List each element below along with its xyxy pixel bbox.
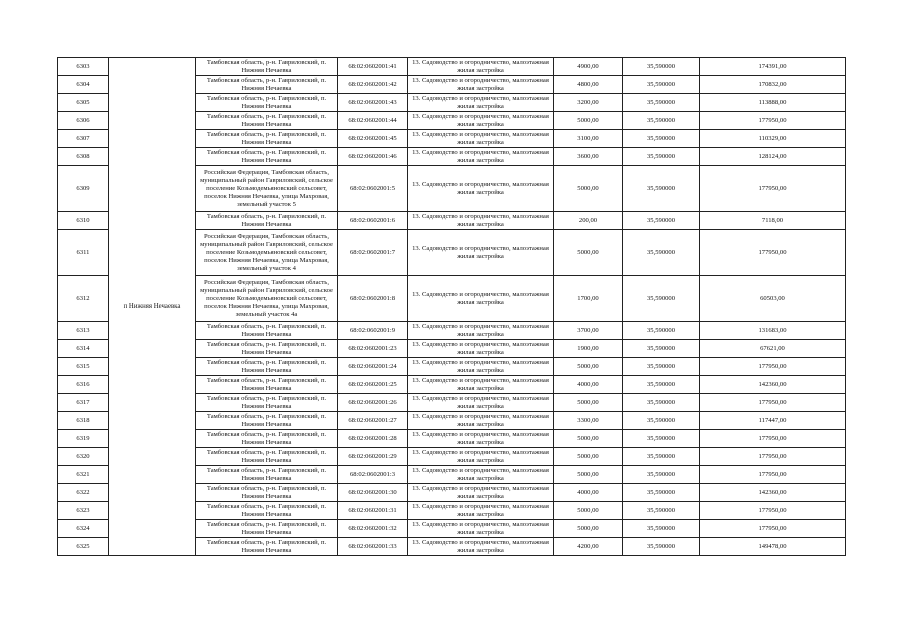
area-cell: 5000,00 xyxy=(554,466,623,484)
rate-cell: 35,590000 xyxy=(623,538,700,556)
address-cell: Тамбовская область, р-н. Гавриловский, п. Нижняя Нечаевка xyxy=(196,212,338,230)
rate-cell: 35,590000 xyxy=(623,394,700,412)
address-cell: Тамбовская область, р-н. Гавриловский, п. Нижняя Нечаевка xyxy=(196,340,338,358)
row-number-cell: 6321 xyxy=(58,466,109,484)
area-cell: 4200,00 xyxy=(554,538,623,556)
address-cell: Тамбовская область, р-н. Гавриловский, п. Нижняя Нечаевка xyxy=(196,466,338,484)
area-cell: 5000,00 xyxy=(554,448,623,466)
table-row xyxy=(58,58,846,76)
area-cell: 4800,00 xyxy=(554,76,623,94)
land-use-cell: 13. Садоводство и огородничество, малоэтажная жилая застройка xyxy=(408,358,554,376)
land-use-cell: 13. Садоводство и огородничество, малоэтажная жилая застройка xyxy=(408,376,554,394)
rate-cell: 35,590000 xyxy=(623,358,700,376)
rate-cell: 35,590000 xyxy=(623,212,700,230)
rate-cell: 35,590000 xyxy=(623,322,700,340)
address-cell: Тамбовская область, р-н. Гавриловский, п. Нижняя Нечаевка xyxy=(196,130,338,148)
cadastral-value-cell: 142360,00 xyxy=(700,484,846,502)
cadastral-value-cell: 149478,00 xyxy=(700,538,846,556)
cadastral-number-cell: 68:02:0602001:6 xyxy=(338,212,408,230)
cadastral-value-cell: 67621,00 xyxy=(700,340,846,358)
address-cell: Тамбовская область, р-н. Гавриловский, п. Нижняя Нечаевка xyxy=(196,394,338,412)
land-use-cell: 13. Садоводство и огородничество, малоэтажная жилая застройка xyxy=(408,448,554,466)
land-use-cell: 13. Садоводство и огородничество, малоэтажная жилая застройка xyxy=(408,322,554,340)
area-cell: 4900,00 xyxy=(554,58,623,76)
area-cell: 5000,00 xyxy=(554,394,623,412)
row-number-cell: 6305 xyxy=(58,94,109,112)
land-use-cell: 13. Садоводство и огородничество, малоэтажная жилая застройка xyxy=(408,212,554,230)
cadastral-value-cell: 177950,00 xyxy=(700,448,846,466)
land-use-cell: 13. Садоводство и огородничество, малоэтажная жилая застройка xyxy=(408,484,554,502)
rate-cell: 35,590000 xyxy=(623,466,700,484)
address-cell: Тамбовская область, р-н. Гавриловский, п. Нижняя Нечаевка xyxy=(196,376,338,394)
row-number-cell: 6322 xyxy=(58,484,109,502)
cadastral-number-cell: 68:02:0602001:30 xyxy=(338,484,408,502)
cadastral-number-cell: 68:02:0602001:44 xyxy=(338,112,408,130)
address-cell: Тамбовская область, р-н. Гавриловский, п. Нижняя Нечаевка xyxy=(196,448,338,466)
cadastral-number-cell: 68:02:0602001:41 xyxy=(338,58,408,76)
row-number-cell: 6317 xyxy=(58,394,109,412)
address-cell: Тамбовская область, р-н. Гавриловский, п. Нижняя Нечаевка xyxy=(196,502,338,520)
land-use-cell: 13. Садоводство и огородничество, малоэтажная жилая застройка xyxy=(408,520,554,538)
land-use-cell: 13. Садоводство и огородничество, малоэтажная жилая застройка xyxy=(408,94,554,112)
rate-cell: 35,590000 xyxy=(623,520,700,538)
cadastral-number-cell: 68:02:0602001:8 xyxy=(338,276,408,322)
cadastral-value-cell: 142360,00 xyxy=(700,376,846,394)
area-cell: 3100,00 xyxy=(554,130,623,148)
cadastral-value-cell: 60503,00 xyxy=(700,276,846,322)
address-cell: Тамбовская область, р-н. Гавриловский, п. Нижняя Нечаевка xyxy=(196,484,338,502)
address-cell: Тамбовская область, р-н. Гавриловский, п. Нижняя Нечаевка xyxy=(196,322,338,340)
area-cell: 5000,00 xyxy=(554,502,623,520)
area-cell: 5000,00 xyxy=(554,520,623,538)
land-use-cell: 13. Садоводство и огородничество, малоэтажная жилая застройка xyxy=(408,412,554,430)
address-cell: Тамбовская область, р-н. Гавриловский, п. Нижняя Нечаевка xyxy=(196,538,338,556)
row-number-cell: 6310 xyxy=(58,212,109,230)
rate-cell: 35,590000 xyxy=(623,112,700,130)
address-cell: Тамбовская область, р-н. Гавриловский, п. Нижняя Нечаевка xyxy=(196,358,338,376)
rate-cell: 35,590000 xyxy=(623,166,700,212)
cadastral-value-cell: 128124,00 xyxy=(700,148,846,166)
cadastral-number-cell: 68:02:0602001:23 xyxy=(338,340,408,358)
row-number-cell: 6315 xyxy=(58,358,109,376)
land-use-cell: 13. Садоводство и огородничество, малоэтажная жилая застройка xyxy=(408,340,554,358)
land-use-cell: 13. Садоводство и огородничество, малоэтажная жилая застройка xyxy=(408,130,554,148)
area-cell: 200,00 xyxy=(554,212,623,230)
land-use-cell: 13. Садоводство и огородничество, малоэтажная жилая застройка xyxy=(408,466,554,484)
row-number-cell: 6313 xyxy=(58,322,109,340)
address-cell: Тамбовская область, р-н. Гавриловский, п. Нижняя Нечаевка xyxy=(196,430,338,448)
land-use-cell: 13. Садоводство и огородничество, малоэтажная жилая застройка xyxy=(408,394,554,412)
rate-cell: 35,590000 xyxy=(623,448,700,466)
cadastral-number-cell: 68:02:0602001:25 xyxy=(338,376,408,394)
land-use-cell: 13. Садоводство и огородничество, малоэтажная жилая застройка xyxy=(408,166,554,212)
land-use-cell: 13. Садоводство и огородничество, малоэтажная жилая застройка xyxy=(408,76,554,94)
area-cell: 4000,00 xyxy=(554,376,623,394)
row-number-cell: 6311 xyxy=(58,230,109,276)
cadastral-value-cell: 177950,00 xyxy=(700,430,846,448)
row-number-cell: 6320 xyxy=(58,448,109,466)
row-number-cell: 6306 xyxy=(58,112,109,130)
cadastral-value-cell: 177950,00 xyxy=(700,358,846,376)
area-cell: 5000,00 xyxy=(554,112,623,130)
address-cell: Тамбовская область, р-н. Гавриловский, п. Нижняя Нечаевка xyxy=(196,112,338,130)
address-cell: Российская Федерация, Тамбовская область, муниципальный район Гавриловский, сельское поселение Козьмодемьяновский сельсовет, поселок Нижняя Нечаевка, улица Махровая, земельный участок 4а xyxy=(196,276,338,322)
cadastral-number-cell: 68:02:0602001:45 xyxy=(338,130,408,148)
land-plots-table xyxy=(57,57,846,556)
cadastral-value-cell: 177950,00 xyxy=(700,466,846,484)
rate-cell: 35,590000 xyxy=(623,230,700,276)
cadastral-number-cell: 68:02:0602001:28 xyxy=(338,430,408,448)
cadastral-number-cell: 68:02:0602001:31 xyxy=(338,502,408,520)
cadastral-value-cell: 113888,00 xyxy=(700,94,846,112)
row-number-cell: 6314 xyxy=(58,340,109,358)
rate-cell: 35,590000 xyxy=(623,76,700,94)
cadastral-value-cell: 177950,00 xyxy=(700,112,846,130)
cadastral-value-cell: 170832,00 xyxy=(700,76,846,94)
cadastral-number-cell: 68:02:0602001:29 xyxy=(338,448,408,466)
cadastral-value-cell: 177950,00 xyxy=(700,520,846,538)
area-cell: 3200,00 xyxy=(554,94,623,112)
cadastral-value-cell: 131683,00 xyxy=(700,322,846,340)
land-use-cell: 13. Садоводство и огородничество, малоэтажная жилая застройка xyxy=(408,148,554,166)
land-use-cell: 13. Садоводство и огородничество, малоэтажная жилая застройка xyxy=(408,230,554,276)
cadastral-value-cell: 110329,00 xyxy=(700,130,846,148)
cadastral-number-cell: 68:02:0602001:24 xyxy=(338,358,408,376)
cadastral-number-cell: 68:02:0602001:7 xyxy=(338,230,408,276)
cadastral-number-cell: 68:02:0602001:9 xyxy=(338,322,408,340)
rate-cell: 35,590000 xyxy=(623,130,700,148)
area-cell: 5000,00 xyxy=(554,430,623,448)
address-cell: Российская Федерация, Тамбовская область, муниципальный район Гавриловский, сельское поселение Козьмодемьяновский сельсовет, поселок Нижняя Нечаевка, улица Махровая, земельный участок 5 xyxy=(196,166,338,212)
rate-cell: 35,590000 xyxy=(623,430,700,448)
area-cell: 3300,00 xyxy=(554,412,623,430)
rate-cell: 35,590000 xyxy=(623,94,700,112)
row-number-cell: 6323 xyxy=(58,502,109,520)
locality-cell: п Нижняя Нечаевка xyxy=(109,58,196,556)
cadastral-value-cell: 177950,00 xyxy=(700,230,846,276)
row-number-cell: 6308 xyxy=(58,148,109,166)
rate-cell: 35,590000 xyxy=(623,412,700,430)
cadastral-value-cell: 117447,00 xyxy=(700,412,846,430)
cadastral-value-cell: 177950,00 xyxy=(700,394,846,412)
address-cell: Тамбовская область, р-н. Гавриловский, п. Нижняя Нечаевка xyxy=(196,58,338,76)
cadastral-value-cell: 7118,00 xyxy=(700,212,846,230)
land-use-cell: 13. Садоводство и огородничество, малоэтажная жилая застройка xyxy=(408,58,554,76)
cadastral-number-cell: 68:02:0602001:3 xyxy=(338,466,408,484)
row-number-cell: 6316 xyxy=(58,376,109,394)
area-cell: 1900,00 xyxy=(554,340,623,358)
cadastral-number-cell: 68:02:0602001:32 xyxy=(338,520,408,538)
table-body xyxy=(58,58,846,556)
rate-cell: 35,590000 xyxy=(623,58,700,76)
land-use-cell: 13. Садоводство и огородничество, малоэтажная жилая застройка xyxy=(408,430,554,448)
row-number-cell: 6304 xyxy=(58,76,109,94)
address-cell: Тамбовская область, р-н. Гавриловский, п. Нижняя Нечаевка xyxy=(196,520,338,538)
area-cell: 4000,00 xyxy=(554,484,623,502)
area-cell: 3700,00 xyxy=(554,322,623,340)
row-number-cell: 6309 xyxy=(58,166,109,212)
cadastral-number-cell: 68:02:0602001:26 xyxy=(338,394,408,412)
rate-cell: 35,590000 xyxy=(623,484,700,502)
land-use-cell: 13. Садоводство и огородничество, малоэтажная жилая застройка xyxy=(408,276,554,322)
rate-cell: 35,590000 xyxy=(623,276,700,322)
cadastral-number-cell: 68:02:0602001:33 xyxy=(338,538,408,556)
area-cell: 5000,00 xyxy=(554,166,623,212)
area-cell: 5000,00 xyxy=(554,230,623,276)
rate-cell: 35,590000 xyxy=(623,148,700,166)
row-number-cell: 6325 xyxy=(58,538,109,556)
address-cell: Тамбовская область, р-н. Гавриловский, п. Нижняя Нечаевка xyxy=(196,412,338,430)
row-number-cell: 6312 xyxy=(58,276,109,322)
row-number-cell: 6324 xyxy=(58,520,109,538)
rate-cell: 35,590000 xyxy=(623,376,700,394)
land-use-cell: 13. Садоводство и огородничество, малоэтажная жилая застройка xyxy=(408,112,554,130)
row-number-cell: 6319 xyxy=(58,430,109,448)
cadastral-value-cell: 177950,00 xyxy=(700,166,846,212)
cadastral-value-cell: 177950,00 xyxy=(700,502,846,520)
row-number-cell: 6307 xyxy=(58,130,109,148)
rate-cell: 35,590000 xyxy=(623,502,700,520)
cadastral-number-cell: 68:02:0602001:5 xyxy=(338,166,408,212)
cadastral-number-cell: 68:02:0602001:46 xyxy=(338,148,408,166)
address-cell: Тамбовская область, р-н. Гавриловский, п. Нижняя Нечаевка xyxy=(196,94,338,112)
address-cell: Тамбовская область, р-н. Гавриловский, п. Нижняя Нечаевка xyxy=(196,76,338,94)
address-cell: Российская Федерация, Тамбовская область, муниципальный район Гавриловский, сельское поселение Козьмодемьяновский сельсовет, поселок Нижняя Нечаевка, улица Махровая, земельный участок 4 xyxy=(196,230,338,276)
rate-cell: 35,590000 xyxy=(623,340,700,358)
address-cell: Тамбовская область, р-н. Гавриловский, п. Нижняя Нечаевка xyxy=(196,148,338,166)
cadastral-number-cell: 68:02:0602001:42 xyxy=(338,76,408,94)
area-cell: 1700,00 xyxy=(554,276,623,322)
land-use-cell: 13. Садоводство и огородничество, малоэтажная жилая застройка xyxy=(408,502,554,520)
row-number-cell: 6318 xyxy=(58,412,109,430)
area-cell: 5000,00 xyxy=(554,358,623,376)
cadastral-number-cell: 68:02:0602001:43 xyxy=(338,94,408,112)
area-cell: 3600,00 xyxy=(554,148,623,166)
land-use-cell: 13. Садоводство и огородничество, малоэтажная жилая застройка xyxy=(408,538,554,556)
cadastral-value-cell: 174391,00 xyxy=(700,58,846,76)
cadastral-number-cell: 68:02:0602001:27 xyxy=(338,412,408,430)
row-number-cell: 6303 xyxy=(58,58,109,76)
